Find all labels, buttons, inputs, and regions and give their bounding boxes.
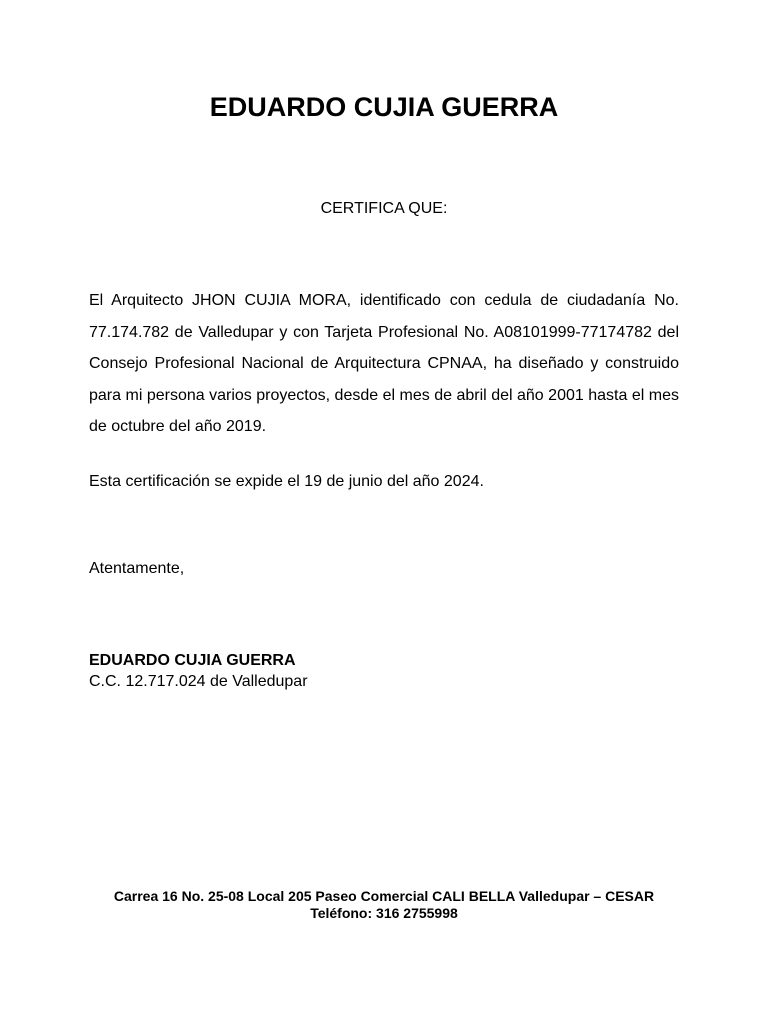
footer (0, 888, 768, 922)
document-title: EDUARDO CUJIA GUERRA (209, 92, 559, 122)
document-subtitle: CERTIFICA QUE: (320, 200, 448, 217)
footer-phone: Teléfono: 316 2755998 (310, 905, 458, 921)
issued-statement: Esta certificación se expide el 19 de junio del año 2024. (89, 473, 484, 490)
signer-id: C.C. 12.717.024 de Valledupar (89, 673, 308, 690)
footer-address: Carrea 16 No. 25-08 Local 205 Paseo Comercial CALI BELLA Valledupar – CESAR (113, 888, 655, 904)
closing-salutation: Atentamente, (89, 560, 185, 577)
signer-name: EDUARDO CUJIA GUERRA (89, 652, 296, 669)
certificate-body: El Arquitecto JHON CUJIA MORA, identificado con cedula de ciudadanía No. 77.174.782 de Valledupar y con Tarjeta Profesional No. A08101999-77174782 del Consejo Profesional Nacional de Arquitectura CPNAA, ha diseñado y construido para mi persona varios proyectos, desde el mes de abril del año 2001 hasta el mes de octubre del año 2019. (89, 292, 679, 435)
